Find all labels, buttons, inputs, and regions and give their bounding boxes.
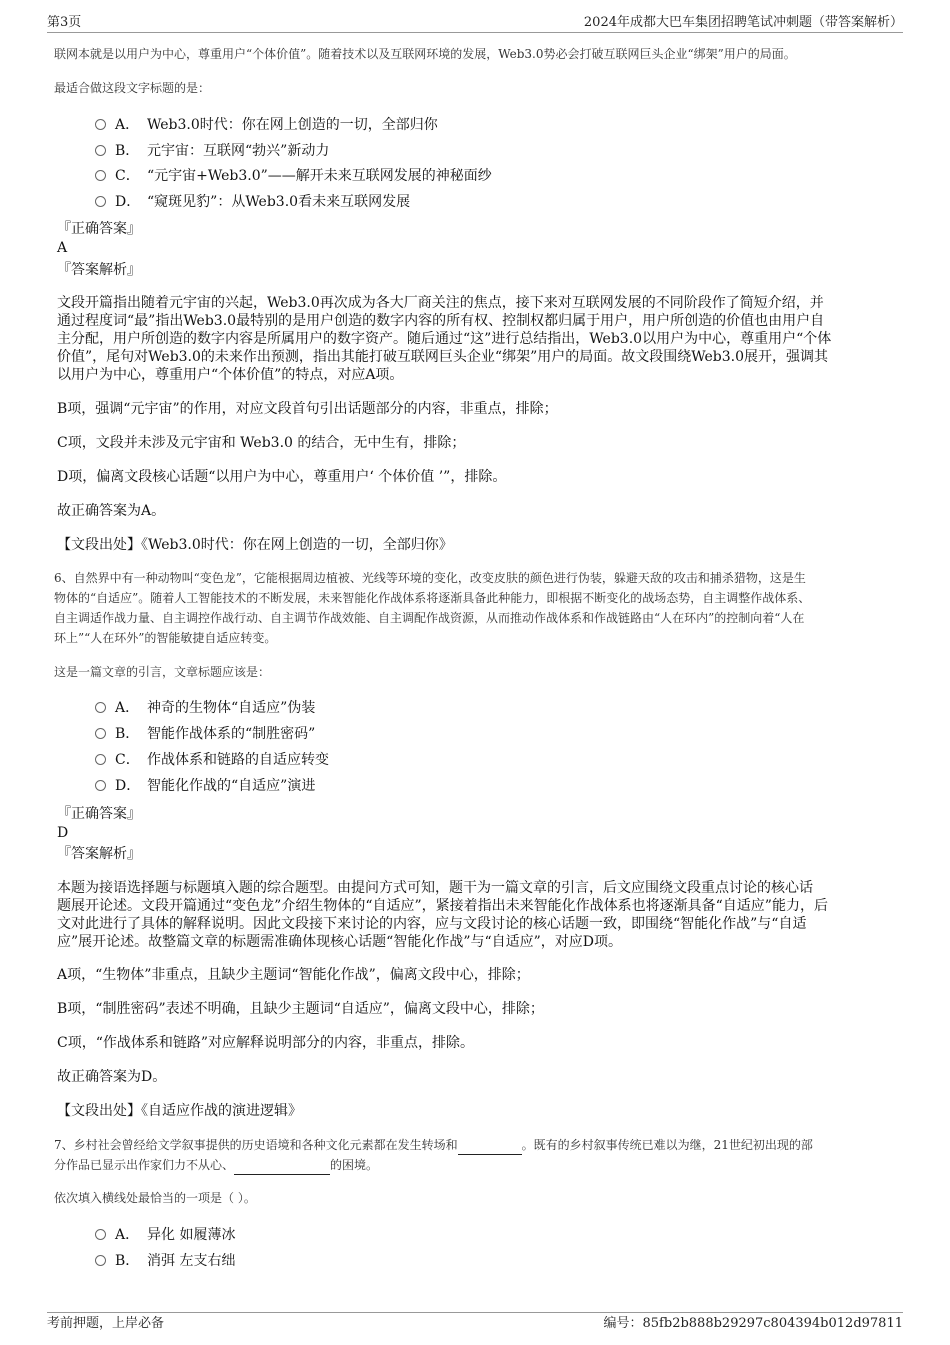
q7-option-a[interactable]: A． 异化 如履薄冰 bbox=[95, 1225, 235, 1245]
q6-analysis-label: 『答案解析』 bbox=[57, 846, 141, 862]
q5-stem-tail: 联网本就是以用户为中心，尊重用户“个体价值”。随着技术以及互联网环境的发展，Web3.0势必会打破互联网巨头企业“绑架”用户的局面。 bbox=[54, 47, 796, 61]
page-number: 第3页 bbox=[47, 15, 82, 30]
q6-source: 【文段出处】《自适应作战的演进逻辑》 bbox=[57, 1103, 302, 1119]
page-footer bbox=[47, 1312, 903, 1331]
q6-option-b[interactable]: B． 智能作战体系的“制胜密码” bbox=[95, 724, 315, 744]
q7-stem: 7、乡村社会曾经给文学叙事提供的历史语境和各种文化元素都在发生转场和 。既有的乡村叙事传统已难以为继，21世纪初出现的部 分作品已显示出作家们力不从心、 的困境。 bbox=[54, 1135, 896, 1175]
q5-option-a[interactable]: A． Web3.0时代：你在网上创造的一切，全部归你 bbox=[95, 115, 438, 135]
document-code: 编号：85fb2b888b29297c804394b012d97811 bbox=[603, 1316, 903, 1331]
q5-conclusion: 故正确答案为A。 bbox=[57, 503, 166, 519]
radio-icon[interactable] bbox=[95, 780, 106, 791]
radio-icon[interactable] bbox=[95, 702, 106, 713]
q6-option-b-analysis: B项，“制胜密码”表述不明确，且缺少主题词“自适应”，偏离文段中心，排除； bbox=[57, 1001, 544, 1017]
footer-slogan: 考前押题，上岸必备 bbox=[47, 1316, 165, 1331]
q5-option-b-analysis: B项，强调“元宇宙”的作用，对应文段首句引出话题部分的内容，非重点，排除； bbox=[57, 401, 558, 417]
radio-icon[interactable] bbox=[95, 145, 106, 156]
q5-option-c-analysis: C项，文段并未涉及元宇宙和 Web3.0 的结合，无中生有，排除； bbox=[57, 435, 466, 451]
radio-icon[interactable] bbox=[95, 728, 106, 739]
q7-option-b[interactable]: B． 消弭 左支右绌 bbox=[95, 1251, 235, 1271]
q5-option-c[interactable]: C． “元宇宙+Web3.0”——解开未来互联网发展的神秘面纱 bbox=[95, 166, 492, 186]
q5-prompt: 最适合做这段文字标题的是： bbox=[54, 81, 211, 95]
q6-option-d[interactable]: D． 智能化作战的“自适应”演进 bbox=[95, 776, 315, 796]
q6-option-a-analysis: A项，“生物体”非重点，且缺少主题词“智能化作战”，偏离文段中心，排除； bbox=[57, 967, 530, 983]
q5-answer: A bbox=[57, 240, 68, 256]
q5-analysis: 文段开篇指出随着元宇宙的兴起，Web3.0再次成为各大厂商关注的焦点，接下来对互联网发展的不同阶段作了简短介绍，并 通过程度词“最”指出Web3.0最特别的是用户创造的数字内容的所有权、控制权都归属于用户，用户所创造的价值也由用户自 主分配，用户所创造的数字内容是所属用户的数字资产。随后通过“这”进行总结指出，Web3.0以用户为中心，尊重用户“个体 价值”，尾句对Web3.0的未来作出预测，指出其能打破互联网巨头企业“绑架”用户的局面。故文段围绕Web3.0展开，强调其 以用户为中心，尊重用户“个体价值”的特点，对应A项。 bbox=[57, 295, 832, 383]
document-title: 2024年成都大巴车集团招聘笔试冲刺题（带答案解析） bbox=[583, 15, 903, 30]
radio-icon[interactable] bbox=[95, 754, 106, 765]
q6-option-a[interactable]: A． 神奇的生物体“自适应”伪装 bbox=[95, 698, 315, 718]
radio-icon[interactable] bbox=[95, 1255, 106, 1266]
q6-stem: 6、自然界中有一种动物叫“变色龙”，它能根据周边植被、光线等环境的变化，改变皮肤的颜色进行伪装，躲避天敌的攻击和捕杀猎物，这是生 物体的“自适应”。随着人工智能技术的不断发展，未来智能化作战体系将逐渐具备此种能力，即根据不断变化的战场态势，自主调整作战体系、 自主调适作战力量、自主调控作战行动、自主调节作战效能、自主调配作战资源，从而推动作战体系和作战链路由“人在环内”的控制向着“人在 环上”“人在环外”的智能敏捷自适应转变。 bbox=[54, 571, 811, 645]
q5-option-d[interactable]: D． “窥斑见豹”：从Web3.0看未来互联网发展 bbox=[95, 192, 410, 212]
radio-icon[interactable] bbox=[95, 196, 106, 207]
radio-icon[interactable] bbox=[95, 170, 106, 181]
q6-analysis: 本题为接语选择题与标题填入题的综合题型。由提问方式可知，题干为一篇文章的引言，后文应围绕文段重点讨论的核心话 题展开论述。文段开篇通过“变色龙”介绍生物体的“自适应”，紧接着指出未来智能化作战体系也将逐渐具备“自适应”能力，后 文对此进行了具体的解释说明。因此文段接下来讨论的内容，应与文段讨论的核心话题一致，即围绕“智能化作战”与“自适 应”展开论述。故整篇文章的标题需准确体现核心话题“智能化作战”与“自适应”，对应D项。 bbox=[57, 880, 828, 950]
q6-answer-label: 『正确答案』 bbox=[57, 806, 141, 822]
q5-option-b[interactable]: B． 元宇宙：互联网“勃兴”新动力 bbox=[95, 141, 329, 161]
q5-answer-label: 『正确答案』 bbox=[57, 221, 141, 237]
q6-answer: D bbox=[57, 825, 69, 841]
q5-analysis-label: 『答案解析』 bbox=[57, 262, 141, 278]
fill-blank-1[interactable] bbox=[458, 1142, 522, 1155]
q7-prompt: 依次填入横线处最恰当的一项是（ ）。 bbox=[54, 1191, 256, 1205]
radio-icon[interactable] bbox=[95, 119, 106, 130]
fill-blank-2[interactable] bbox=[234, 1162, 330, 1175]
q6-option-c-analysis: C项，“作战体系和链路”对应解释说明部分的内容，非重点，排除。 bbox=[57, 1035, 475, 1051]
q6-option-c[interactable]: C． 作战体系和链路的自适应转变 bbox=[95, 750, 329, 770]
q6-conclusion: 故正确答案为D。 bbox=[57, 1069, 167, 1085]
q6-prompt: 这是一篇文章的引言，文章标题应该是： bbox=[54, 665, 271, 679]
q5-source: 【文段出处】《Web3.0时代：你在网上创造的一切，全部归你》 bbox=[57, 537, 453, 553]
radio-icon[interactable] bbox=[95, 1229, 106, 1240]
page-header bbox=[47, 14, 903, 33]
q5-option-d-analysis: D项，偏离文段核心话题“以用户为中心，尊重用户‘ 个体价值 ’”，排除。 bbox=[57, 469, 507, 485]
